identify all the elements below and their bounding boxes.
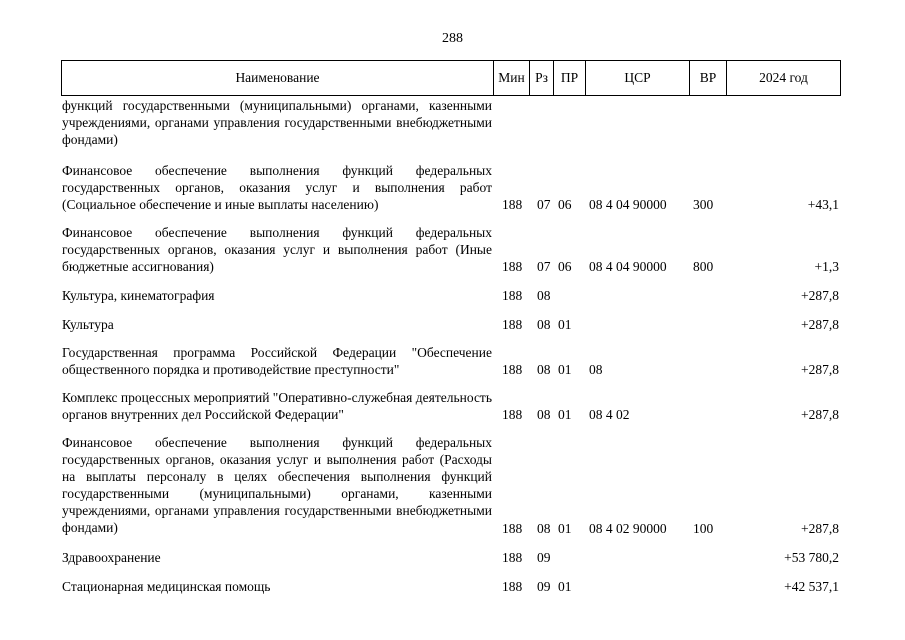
- row-rz: 08: [537, 317, 551, 332]
- row-pr: 01: [558, 407, 572, 422]
- header-min: Мин: [493, 61, 529, 95]
- row-pr: 06: [558, 259, 572, 274]
- row-csr: 08 4 02: [589, 407, 630, 422]
- header-year: 2024 год: [726, 61, 840, 95]
- row-pr: 01: [558, 521, 572, 536]
- header-vr: ВР: [689, 61, 726, 95]
- page-number: 288: [442, 31, 463, 46]
- row-amount: +287,8: [801, 288, 839, 303]
- row-pr: 01: [558, 362, 572, 377]
- row-name: Здравоохранение: [62, 550, 161, 565]
- header-name: Наименование: [235, 70, 320, 85]
- row-min: 188: [502, 259, 523, 274]
- row-vr: 800: [693, 259, 714, 274]
- row-amount: +287,8: [801, 521, 839, 536]
- row-amount: +287,8: [801, 362, 839, 377]
- row-min: 188: [502, 550, 523, 565]
- row-name: Финансовое обеспечение выполнения функций федеральных государственных органов, оказания услуг и выполнения работ (Расходы на выплаты персоналу в целях обеспечения выполнения функций государственными (муниципальными) органами, казенными учреждениями, органами управления государственными внебюджетными фондами): [62, 435, 492, 535]
- row-min: 188: [502, 288, 523, 303]
- row-amount: +1,3: [814, 259, 839, 274]
- row-rz: 08: [537, 521, 551, 536]
- row-name: Финансовое обеспечение выполнения функций федеральных государственных органов, оказания услуг и выполнения работ (Иные бюджетные ассигнования): [62, 225, 492, 274]
- row-rz: 08: [537, 288, 551, 303]
- row-pr: 01: [558, 579, 572, 594]
- row-rz: 09: [537, 550, 551, 565]
- row-name: Комплекс процессных мероприятий "Оперативно-служебная деятельность органов внутренних дел Российской Федерации": [62, 390, 492, 422]
- row-csr: 08 4 04 90000: [589, 259, 667, 274]
- row-amount: +287,8: [801, 407, 839, 422]
- row-name: Стационарная медицинская помощь: [62, 579, 271, 594]
- row-min: 188: [502, 317, 523, 332]
- row-name: Культура: [62, 317, 114, 332]
- row-min: 188: [502, 579, 523, 594]
- row-amount: +43,1: [807, 197, 839, 212]
- row-csr: 08: [589, 362, 603, 377]
- table-header: [61, 60, 841, 96]
- row-min: 188: [502, 521, 523, 536]
- row-vr: 300: [693, 197, 714, 212]
- header-rz: Рз: [529, 61, 553, 95]
- row-name: Финансовое обеспечение выполнения функций федеральных государственных органов, оказания услуг и выполнения работ (Социальное обеспечение и иные выплаты населению): [62, 163, 492, 212]
- row-vr: 100: [693, 521, 714, 536]
- row-csr: 08 4 02 90000: [589, 521, 667, 536]
- row-min: 188: [502, 407, 523, 422]
- row-rz: 09: [537, 579, 551, 594]
- header-pr: ПР: [553, 61, 585, 95]
- row-name: функций государственными (муниципальными) органами, казенными учреждениями, органами управления государственными внебюджетными фондами): [62, 98, 492, 147]
- row-min: 188: [502, 362, 523, 377]
- row-rz: 08: [537, 362, 551, 377]
- row-name: Государственная программа Российской Федерации "Обеспечение общественного порядка и противодействие преступности": [62, 345, 492, 377]
- row-pr: 01: [558, 317, 572, 332]
- row-pr: 06: [558, 197, 572, 212]
- row-rz: 07: [537, 197, 551, 212]
- row-rz: 08: [537, 407, 551, 422]
- row-name: Культура, кинематография: [62, 288, 215, 303]
- row-rz: 07: [537, 259, 551, 274]
- header-csr: ЦСР: [585, 61, 689, 95]
- row-csr: 08 4 04 90000: [589, 197, 667, 212]
- row-amount: +53 780,2: [784, 550, 839, 565]
- row-min: 188: [502, 197, 523, 212]
- row-amount: +42 537,1: [784, 579, 839, 594]
- row-amount: +287,8: [801, 317, 839, 332]
